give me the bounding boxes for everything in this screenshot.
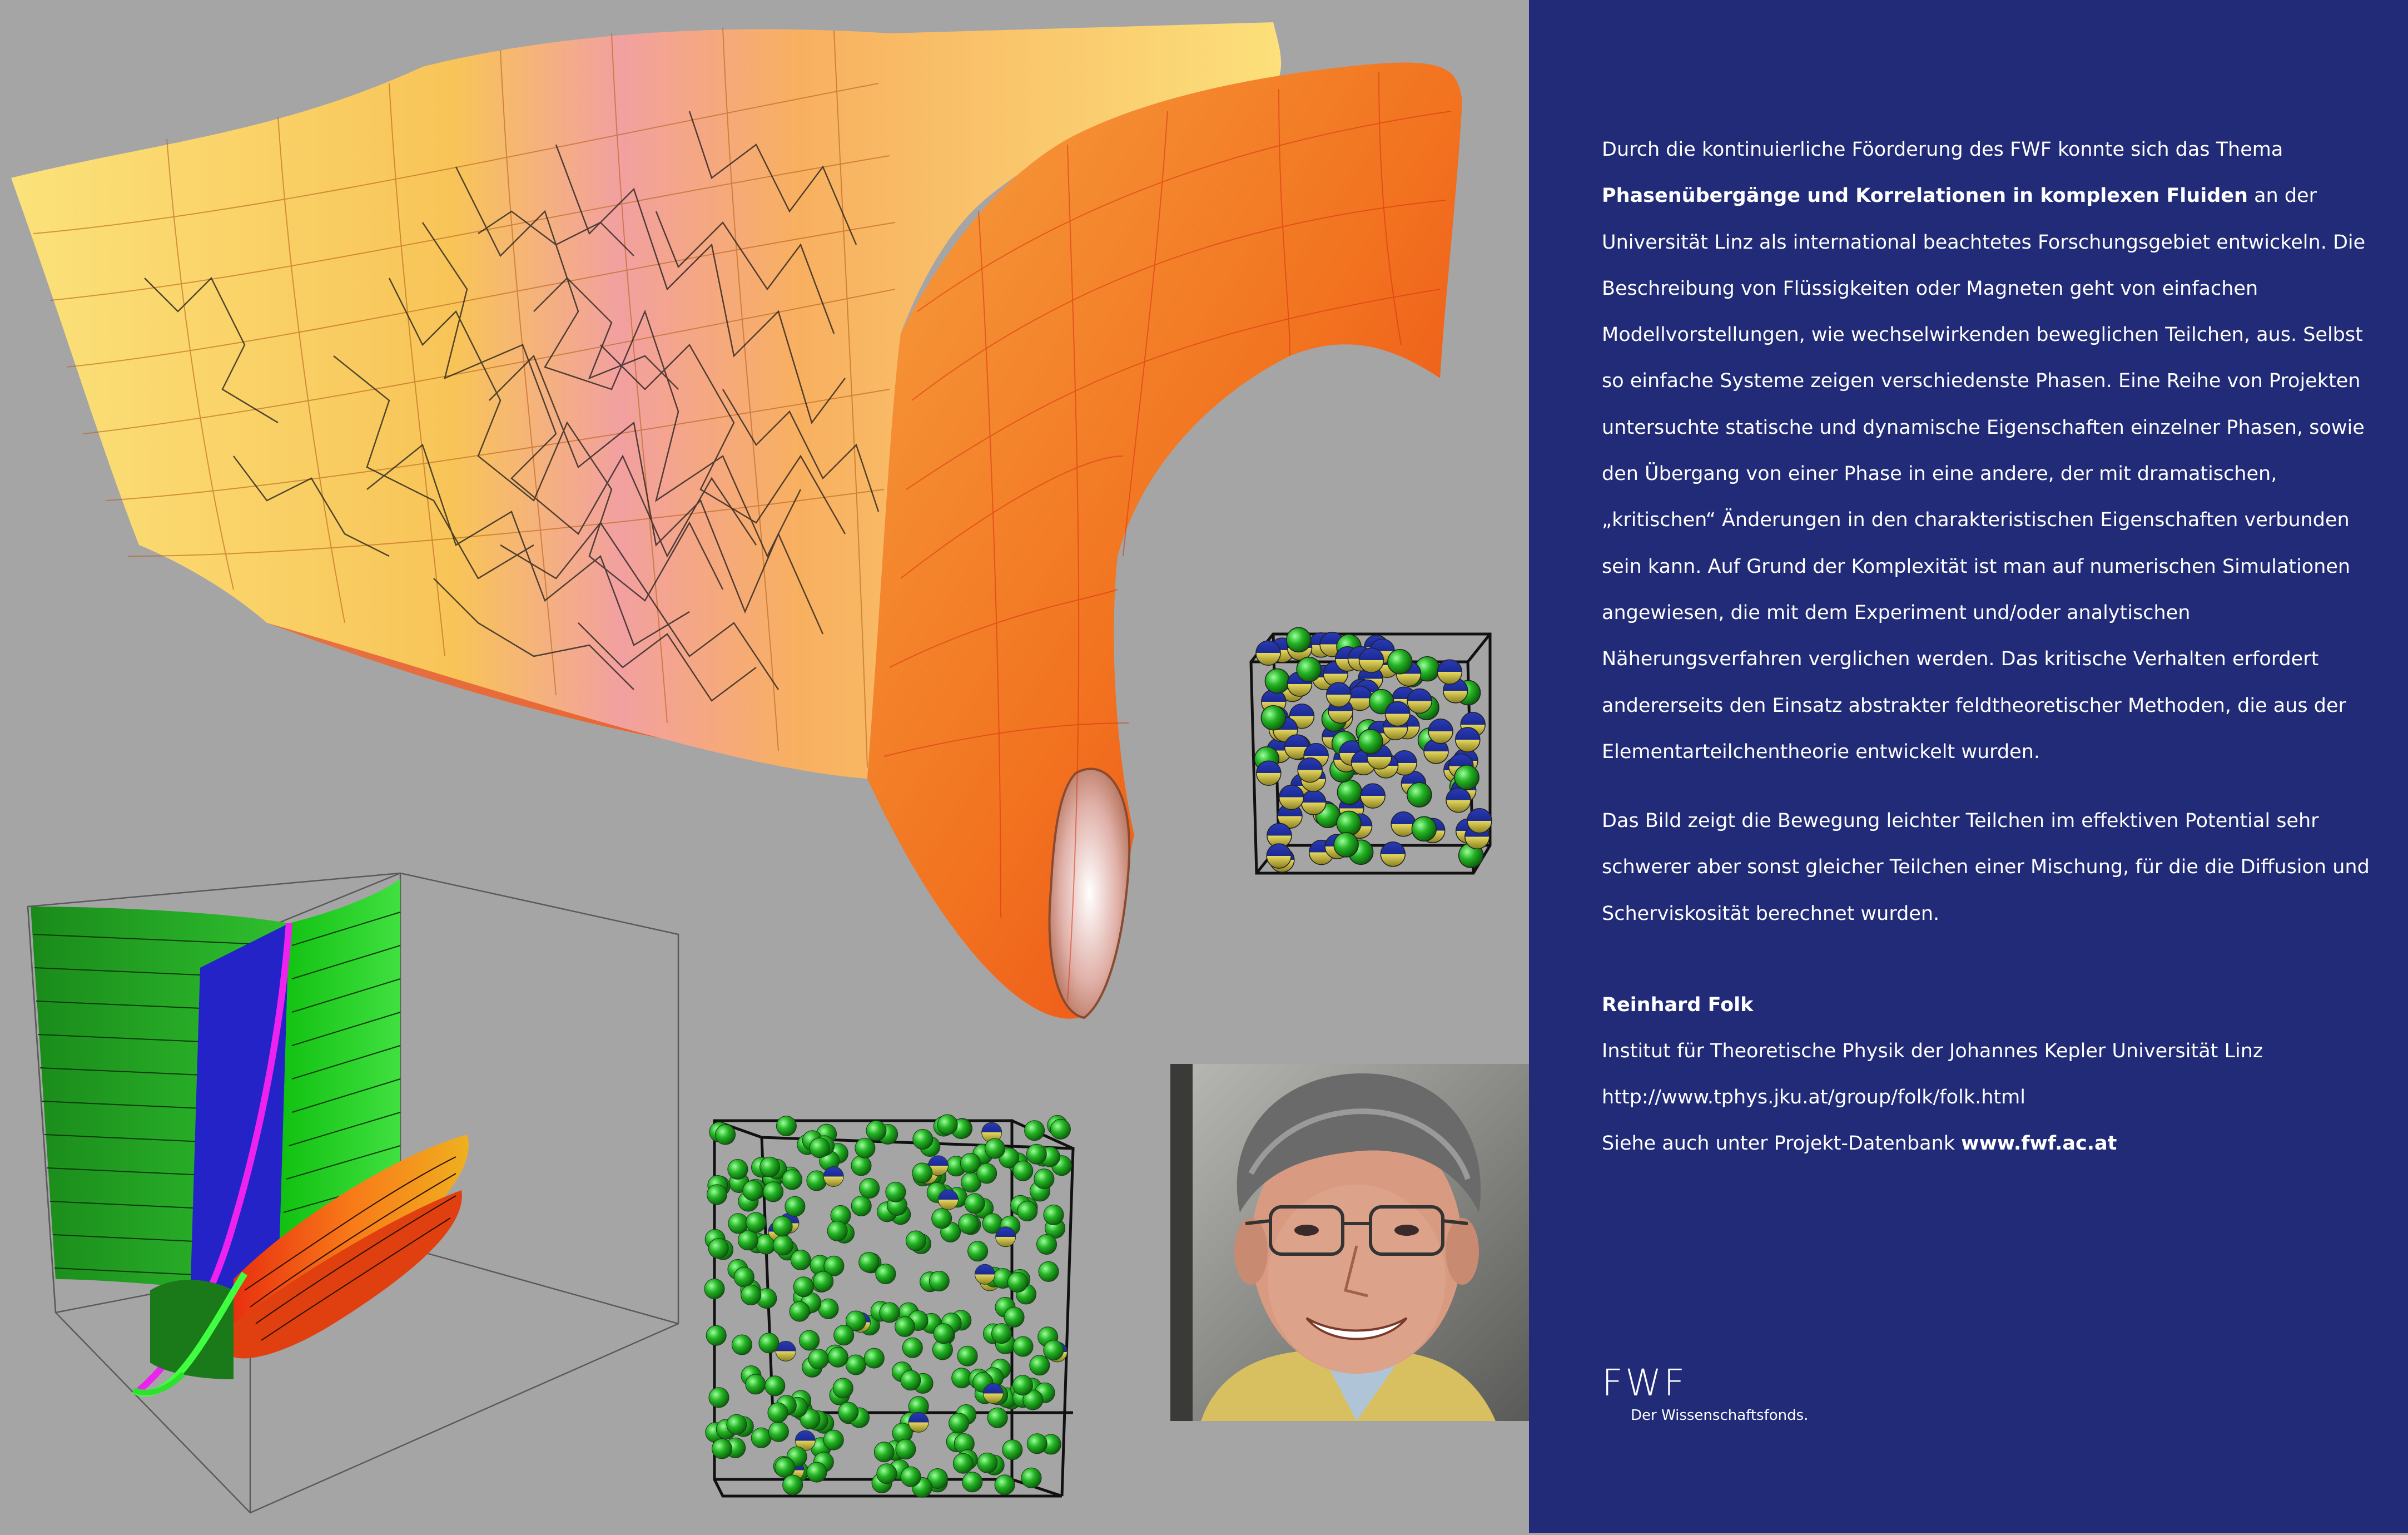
green-sphere: [1407, 783, 1432, 807]
green-sphere: [734, 1267, 754, 1287]
intro-prefix: Durch die kontinuierliche Föorderung des FWF konnte sich das Thema: [1602, 138, 2283, 161]
green-sphere: [823, 1430, 843, 1450]
green-sphere: [704, 1279, 724, 1299]
green-sphere: [992, 1324, 1012, 1344]
author-name: Reinhard Folk: [1602, 994, 1754, 1016]
green-sphere: [1337, 780, 1362, 804]
green-sphere: [1034, 1169, 1054, 1189]
green-sphere: [1027, 1434, 1047, 1454]
blue-yellow-sphere: [1446, 788, 1471, 813]
blue-yellow-sphere: [1256, 641, 1280, 665]
green-sphere: [712, 1439, 732, 1459]
green-sphere: [860, 1179, 880, 1199]
green-sphere: [1013, 1161, 1033, 1181]
green-sphere: [1265, 669, 1289, 694]
green-sphere: [1454, 765, 1479, 790]
green-sphere: [751, 1428, 771, 1448]
green-sphere: [818, 1299, 838, 1319]
green-sphere: [864, 1348, 884, 1368]
green-sphere: [937, 1115, 957, 1135]
green-sphere: [934, 1324, 954, 1344]
green-sphere: [834, 1325, 854, 1345]
green-sphere: [932, 1209, 952, 1229]
green-sphere: [987, 1408, 1007, 1428]
green-sphere: [765, 1376, 785, 1396]
green-sphere: [833, 1378, 853, 1398]
green-sphere: [877, 1464, 897, 1484]
green-sphere: [1358, 729, 1383, 754]
intro-paragraph: [1602, 127, 2380, 775]
green-sphere: [874, 1442, 894, 1462]
green-sphere: [985, 1138, 1005, 1158]
green-sphere: [746, 1374, 766, 1394]
green-sphere: [1025, 1121, 1045, 1141]
green-sphere: [901, 1467, 921, 1487]
blue-yellow-sphere: [996, 1227, 1016, 1247]
fwf-website-link[interactable]: www.fwf.ac.at: [1961, 1132, 2117, 1155]
blue-yellow-sphere: [1428, 719, 1453, 744]
green-sphere: [828, 1347, 848, 1367]
green-sphere: [791, 1250, 811, 1270]
phase-diagram-3d: [28, 873, 678, 1513]
green-sphere: [902, 1338, 922, 1358]
green-sphere: [1044, 1205, 1064, 1225]
blue-yellow-sphere: [1327, 682, 1351, 707]
green-sphere: [1334, 833, 1358, 857]
green-sphere: [707, 1185, 727, 1205]
green-sphere: [977, 1163, 997, 1184]
green-sphere: [846, 1355, 866, 1375]
green-sphere: [906, 1231, 926, 1251]
green-sphere: [959, 1214, 979, 1234]
green-sphere: [706, 1325, 726, 1345]
green-sphere: [965, 1194, 985, 1214]
green-sphere: [1026, 1144, 1046, 1164]
green-sphere: [807, 1462, 827, 1482]
green-sphere: [957, 1346, 977, 1366]
green-sphere: [759, 1333, 779, 1353]
green-sphere: [1002, 1440, 1022, 1460]
blue-yellow-sphere: [1456, 727, 1480, 752]
green-sphere: [782, 1170, 802, 1190]
green-sphere: [912, 1163, 932, 1183]
green-sphere: [876, 1264, 896, 1284]
green-sphere: [1030, 1355, 1050, 1375]
green-sphere: [783, 1475, 803, 1495]
green-sphere: [953, 1453, 973, 1473]
green-sphere: [773, 1235, 793, 1255]
fwf-logo: [1602, 1361, 1809, 1424]
blue-yellow-sphere: [1359, 648, 1384, 672]
green-sphere: [708, 1239, 728, 1259]
green-sphere: [1013, 1336, 1033, 1356]
green-spheres: [704, 1115, 1072, 1497]
green-sphere: [929, 1271, 949, 1291]
green-sphere: [851, 1196, 871, 1216]
author-portrait: [1170, 1064, 1529, 1421]
green-sphere: [1388, 650, 1412, 674]
green-sphere: [855, 1138, 875, 1158]
blue-yellow-sphere: [908, 1412, 929, 1432]
author-url-link[interactable]: http://www.tphys.jku.at/group/folk/folk.html: [1602, 1086, 2025, 1108]
green-sphere: [1007, 1272, 1027, 1293]
green-sphere: [760, 1157, 780, 1177]
green-sphere: [813, 1271, 833, 1291]
green-sphere: [1044, 1340, 1064, 1360]
green-sphere: [709, 1388, 729, 1408]
green-sphere: [886, 1182, 906, 1202]
green-sphere: [827, 1221, 847, 1241]
green-sphere: [741, 1285, 761, 1305]
blue-yellow-sphere: [939, 1190, 959, 1210]
green-sphere: [763, 1182, 783, 1202]
blue-yellow-sphere: [1267, 844, 1291, 868]
green-sphere: [968, 1241, 988, 1261]
green-sphere: [790, 1301, 810, 1321]
green-sphere: [1297, 657, 1321, 682]
blue-yellow-sphere: [975, 1264, 995, 1284]
fwf-logo-mark: FWF: [1602, 1361, 1687, 1404]
green-sphere: [727, 1414, 747, 1434]
green-sphere: [785, 1196, 805, 1216]
green-sphere: [793, 1277, 813, 1297]
green-sphere: [949, 1413, 969, 1433]
green-sphere: [995, 1475, 1015, 1495]
green-sphere: [1261, 706, 1285, 730]
blue-yellow-sphere: [983, 1384, 1003, 1404]
green-sphere: [913, 1130, 933, 1150]
mixture-cube-small: [1251, 627, 1492, 873]
green-sphere: [743, 1181, 763, 1201]
green-sphere: [1337, 811, 1361, 835]
blue-yellow-sphere: [1361, 784, 1385, 808]
caption-paragraph: Das Bild zeigt die Bewegung leichter Teilchen im effektiven Potential sehr schwerer aber sonst gleicher Teilchen einer Mischung, für die die Diffusion und Scherviskosität berechnet wurden.: [1602, 810, 2370, 925]
blue-yellow-sphere: [1386, 702, 1410, 726]
green-sphere: [728, 1214, 748, 1234]
green-sphere: [1004, 1307, 1024, 1327]
green-sphere: [810, 1138, 830, 1158]
blue-yellow-sphere: [1302, 790, 1326, 815]
green-sphere: [901, 1370, 921, 1390]
green-sphere: [808, 1349, 828, 1369]
green-sphere: [728, 1160, 748, 1180]
blue-yellow-sphere: [1257, 761, 1281, 785]
blue-yellow-sphere: [1407, 689, 1432, 714]
blue-yellow-sphere: [1298, 758, 1322, 783]
green-sphere: [1412, 816, 1436, 841]
green-sphere: [1037, 1235, 1057, 1255]
green-sphere: [851, 1156, 871, 1176]
green-sphere: [732, 1335, 752, 1355]
green-sphere: [977, 1453, 997, 1473]
green-sphere: [896, 1439, 916, 1459]
see-also-line: [1602, 1132, 2117, 1155]
green-sphere: [716, 1125, 736, 1145]
green-sphere: [1287, 627, 1311, 652]
green-sphere: [1012, 1375, 1032, 1395]
blue-yellow-sphere: [1381, 842, 1405, 866]
green-sphere: [895, 1316, 915, 1336]
green-sphere: [768, 1422, 788, 1442]
see-also-prefix: Siehe auch unter Projekt-Datenbank: [1602, 1132, 1955, 1155]
green-sphere: [800, 1330, 820, 1350]
green-sphere: [746, 1212, 766, 1232]
green-sphere: [859, 1252, 879, 1272]
green-sphere: [866, 1121, 886, 1141]
potential-surface: [11, 22, 1462, 1019]
green-sphere: [775, 1458, 795, 1478]
blue-yellow-spheres: [1254, 627, 1492, 872]
green-sphere: [1050, 1119, 1070, 1139]
mixture-cube-large: [704, 1115, 1073, 1497]
green-sphere: [962, 1472, 982, 1492]
blue-yellow-sphere: [1467, 809, 1492, 833]
text-panel: [1529, 0, 2408, 1533]
topic-title: Phasenübergänge und Korrelationen in komplexen Fluiden: [1602, 185, 2248, 207]
green-sphere: [768, 1403, 788, 1423]
blue-yellow-sphere: [1437, 660, 1462, 684]
author-institute: Institut für Theoretische Physik der Johannes Kepler Universität Linz: [1602, 1040, 2263, 1062]
green-sphere: [776, 1116, 796, 1136]
green-sphere: [880, 1303, 900, 1323]
blue-yellow-sphere: [823, 1167, 843, 1187]
green-sphere: [772, 1216, 792, 1236]
green-sphere: [1017, 1201, 1037, 1221]
fwf-logo-tagline: Der Wissenschaftsfonds.: [1631, 1407, 1809, 1424]
green-sphere: [1021, 1468, 1041, 1488]
blue-yellow-sphere: [1279, 785, 1304, 810]
green-sphere: [838, 1402, 858, 1422]
green-sphere: [1039, 1261, 1059, 1281]
blue-yellow-sphere: [1391, 812, 1416, 836]
intro-body: an der Universität Linz als international beachtetes Forschungsgebiet entwickeln. Die Beschreibung von Flüssigkeiten oder Magneten geht von einfachen Modellvorstellungen, wie wechselwirkenden beweglichen Teilchen, aus. Selbst so einfache Systeme zeigen verschiedenste Phasen. Eine Reihe von Projekten untersuchte statische und dynamische Eigenschaften einzelner Phasen, sowie den Übergang von einer Phase in eine andere, der mit dramatischen, „kritischen“ Änderungen in den charakteristischen Eigenschaften verbunden sein kann. Auf Grund der Komplexität ist man auf numerischen Simulationen angewiesen, die mit dem Experiment und/oder analytischen Näherungsverfahren verglichen werden. Das kritische Verhalten erfordert andererseits den Einsatz abstrakter feldtheoretischer Methoden, die aus der Elementarteilchentheorie entwickelt wurden.: [1602, 185, 2366, 763]
